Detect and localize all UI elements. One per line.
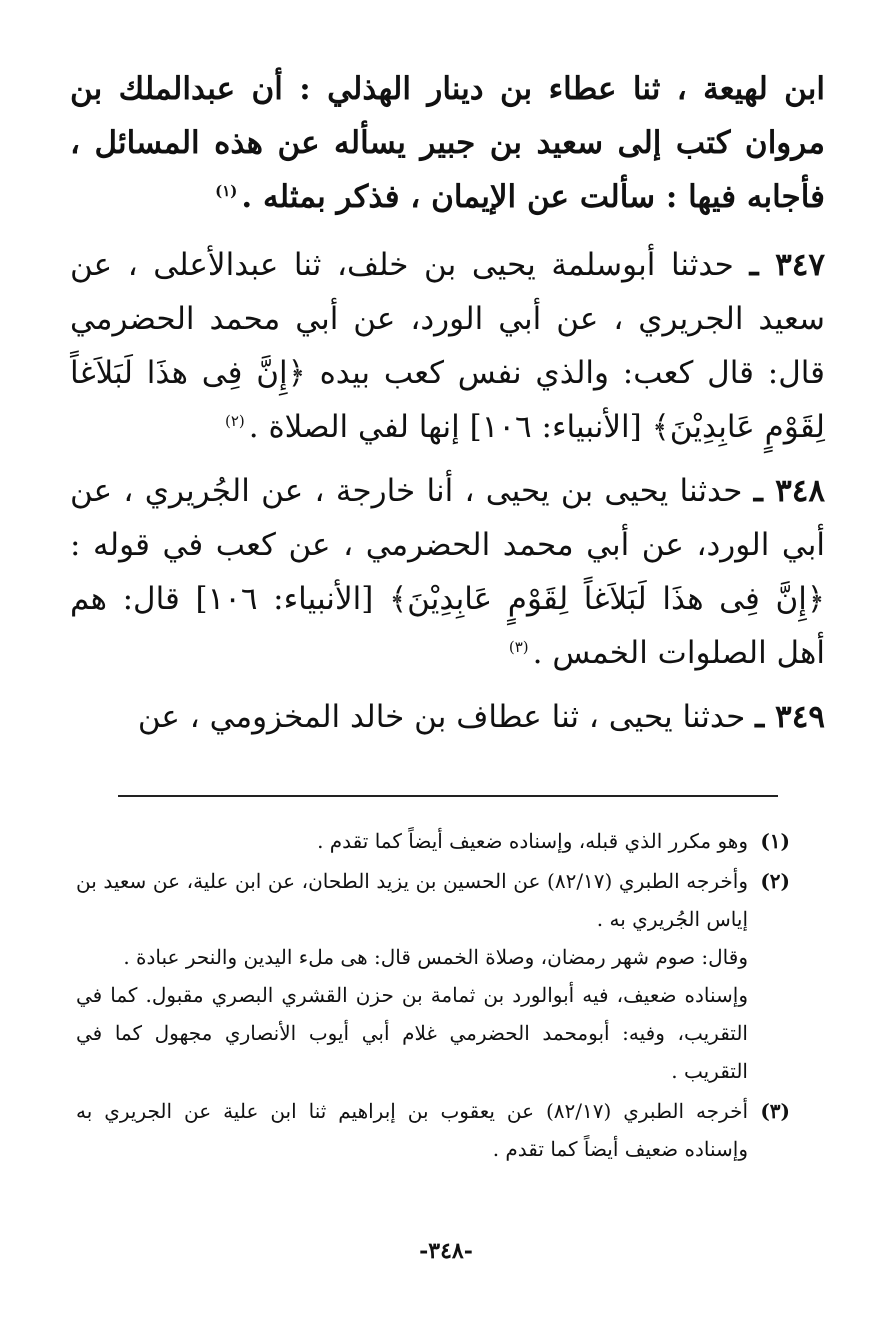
hadith-entry <box>70 690 825 744</box>
footnote-body <box>76 1092 748 1168</box>
intro-paragraph <box>70 62 825 224</box>
footnote-line: وأخرجه الطبري (٨٢/١٧) عن الحسين بن يزيد الطحان، عن ابن علية، عن سعيد بن إياس الجُريري به . <box>76 869 748 931</box>
footnote-line: وهو مكرر الذي قبله، وإسناده ضعيف أيضاً كما تقدم . <box>317 829 748 853</box>
footnote-body <box>76 862 748 1090</box>
main-text <box>70 62 825 754</box>
hadith-entry <box>70 464 825 680</box>
footnote-label: (٢) <box>760 869 790 893</box>
footnote-divider <box>118 795 778 797</box>
footnote-ref: (٣) <box>508 637 529 656</box>
footnote <box>76 862 790 1090</box>
footnote-ref: (١) <box>215 181 238 200</box>
footnote-line: وإسناده ضعيف، فيه أبوالورد بن ثمامة بن حزن القشري البصري مقبول. كما في التقريب، وفيه: أبومحمد الحضرمي غلام أبي أيوب الأنصاري مجهول كما في التقريب . <box>76 983 748 1083</box>
footnote-body <box>76 822 748 860</box>
footnote-label: (٣) <box>760 1099 790 1123</box>
intro-text: ابن لهيعة ، ثنا عطاء بن دينار الهذلي : أن عبدالملك بن مروان كتب إلى سعيد بن جبير يسأله عن هذه المسائل ، فأجابه فيها : سألت عن الإيمان ، فذكر بمثله . <box>70 71 825 215</box>
footnote <box>76 822 790 860</box>
hadith-text: حدثنا يحيى ، ثنا عطاف بن خالد المخزومي ، عن <box>137 699 746 735</box>
hadith-number: ٣٤٩ ـ <box>755 699 825 735</box>
hadith-text: حدثنا أبوسلمة يحيى بن خلف، ثنا عبدالأعلى ، عن سعيد الجريري ، عن أبي الورد، عن أبي محمد الحضرمي قال: قال كعب: والذي نفس كعب بيده ﴿إِنَّ فِى هذَا لَبَلاَغاً لِقَوْمٍ عَابِدِيْنَ﴾ [الأنبياء: ١٠٦] إنها لفي الصلاة . <box>70 247 825 445</box>
page-number: -٣٤٨- <box>419 1238 473 1264</box>
footnote-ref: (٢) <box>224 411 245 430</box>
footnote <box>76 1092 790 1168</box>
footnote-line: أخرجه الطبري (٨٢/١٧) عن يعقوب بن إبراهيم ثنا ابن علية عن الجريري به وإسناده ضعيف أيضاً كما تقدم . <box>76 1099 748 1161</box>
footnotes <box>76 822 790 1170</box>
footnote-line: وقال: صوم شهر رمضان، وصلاة الخمس قال: هى ملء اليدين والنحر عبادة . <box>123 945 748 969</box>
hadith-text: حدثنا يحيى بن يحيى ، أنا خارجة ، عن الجُريري ، عن أبي الورد، عن أبي محمد الحضرمي ، عن كعب في قوله : ﴿إِنَّ فِى هذَا لَبَلاَغاً لِقَوْمٍ عَابِدِيْنَ﴾ [الأنبياء: ١٠٦] قال: هم أهل الصلوات الخمس . <box>70 473 826 671</box>
hadith-entry <box>70 238 825 454</box>
hadith-number: ٣٤٨ ـ <box>753 473 826 509</box>
hadith-number: ٣٤٧ ـ <box>749 247 826 283</box>
footnote-label: (١) <box>760 829 790 853</box>
